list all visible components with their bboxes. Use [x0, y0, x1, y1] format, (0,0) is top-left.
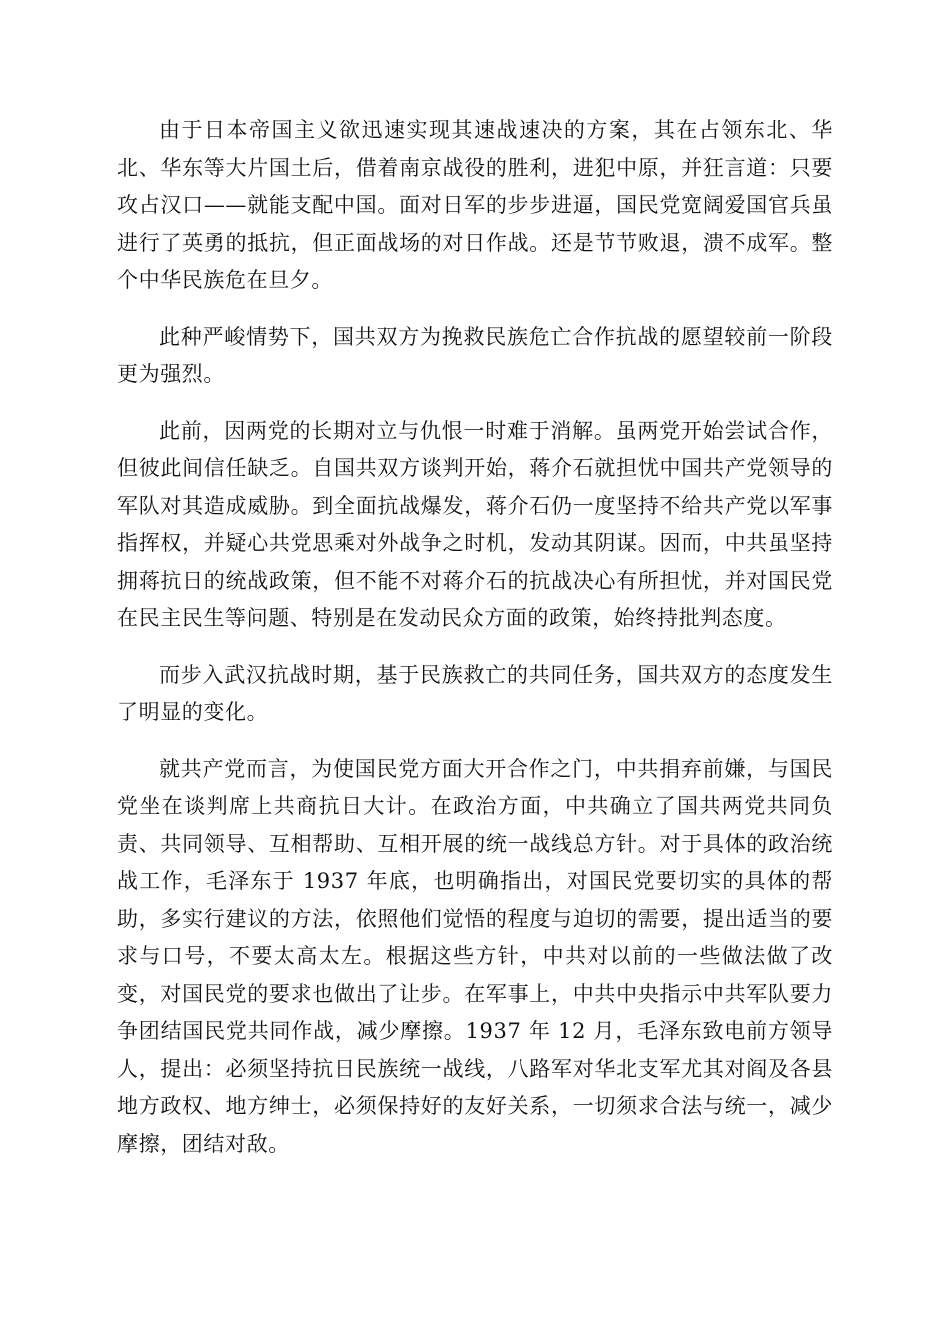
- paragraph-1: 由于日本帝国主义欲迅速实现其速战速决的方案，其在占领东北、华北、华东等大片国土后，借着南京战役的胜利，进犯中原，并狂言道：只要攻占汉口——就能支配中国。面对日军的步步进逼，国民党宽阔爱国官兵虽进行了英勇的抵抗，但正面战场的对日作战。还是节节败退，溃不成军。整个中华民族危在旦夕。: [117, 118, 833, 292]
- paragraph-5: 就共产党而言，为使国民党方面大开合作之门，中共捐弃前嫌，与国民党坐在谈判席上共商抗日大计。在政治方面，中共确立了国共两党共同负责、共同领导、互相帮助、互相开展的统一战线总方针。对于具体的政治统战工作，毛泽东于 1937 年底，也明确指出，对国民党要切实的具体的帮助，多实行建议的方法，依照他们觉悟的程度与迫切的需要，提出适当的要求与口号，不要太高太左。根据这些方针，中共对以前的一些做法做了改变，对国民党的要求也做出了让步。在军事上，中共中央指示中共军队要力争团结国民党共同作战，减少摩擦。1937 年 12 月，毛泽东致电前方领导人，提出：必须坚持抗日民族统一战线，八路军对华北支军尤其对阎及各县地方政权、地方绅士，必须保持好的友好关系，一切须求合法与统一，减少摩擦，团结对敌。: [117, 756, 833, 1156]
- paragraph-2: 此种严峻情势下，国共双方为挽救民族危亡合作抗战的愿望较前一阶段更为强烈。: [117, 324, 833, 386]
- document-body: [117, 112, 833, 1182]
- paragraph-3: 此前，因两党的长期对立与仇恨一时难于消解。虽两党开始尝试合作，但彼此间信任缺乏。自国共双方谈判开始，蒋介石就担忧中国共产党领导的军队对其造成威胁。到全面抗战爆发，蒋介石仍一度坚持不给共产党以军事指挥权，并疑心共党思乘对外战争之时机，发动其阴谋。因而，中共虽坚持拥蒋抗日的统战政策，但不能不对蒋介石的抗战决心有所担忧，并对国民党在民主民生等问题、特别是在发动民众方面的政策，始终持批判态度。: [117, 418, 833, 630]
- paragraph-4: 而步入武汉抗战时期，基于民族救亡的共同任务，国共双方的态度发生了明显的变化。: [117, 662, 833, 724]
